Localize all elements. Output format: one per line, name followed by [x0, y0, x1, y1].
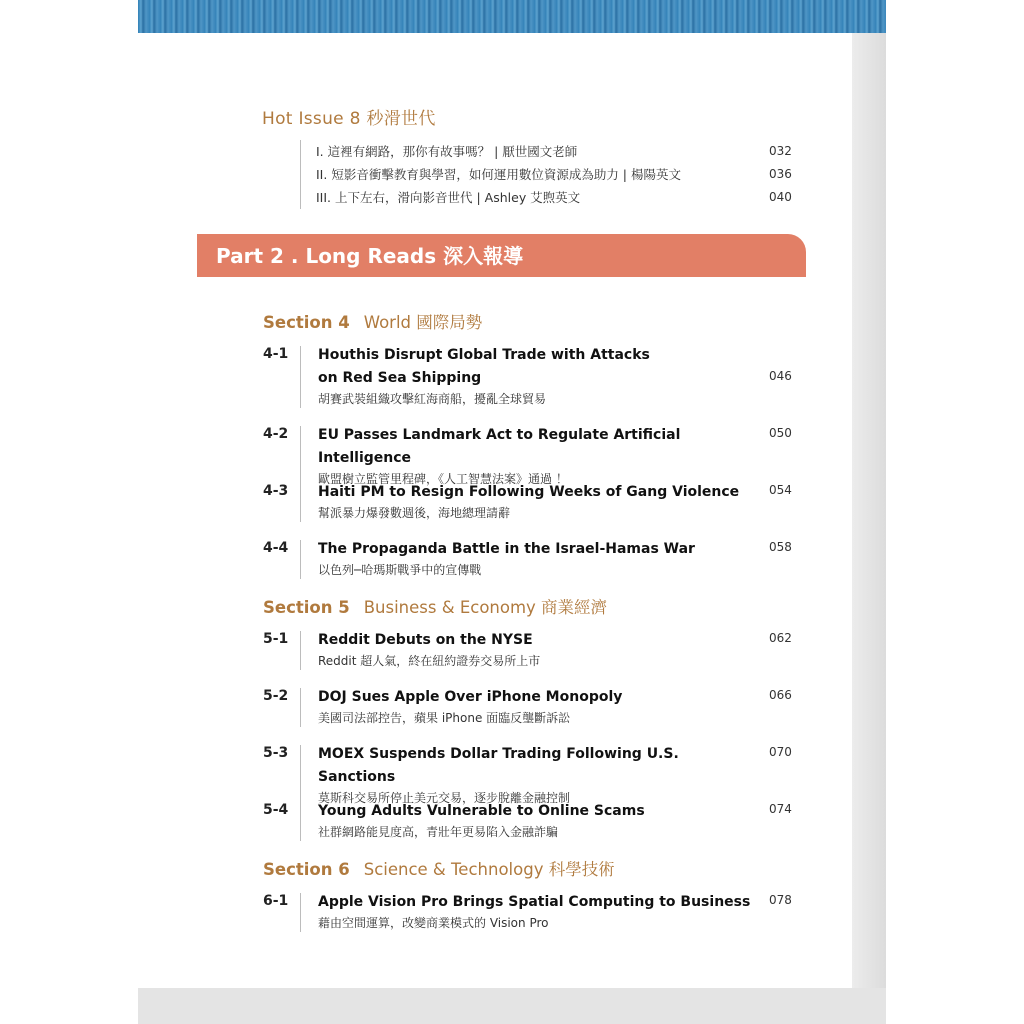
page-number: 058 — [769, 540, 792, 554]
section-name: World 國際局勢 — [363, 313, 483, 332]
entry-title-zh: Reddit 超人氣，終在紐約證券交易所上市 — [318, 654, 541, 668]
page-number: 036 — [769, 167, 792, 181]
entry-title-zh: 以色列─哈瑪斯戰爭中的宣傳戰 — [318, 563, 482, 577]
entry-body — [300, 745, 758, 807]
entry-title-en: MOEX Suspends Dollar Trading Following U.S. Sanctions — [318, 746, 679, 785]
page-number: 046 — [769, 369, 792, 383]
entry-title-en: The Propaganda Battle in the Israel-Hamas War — [318, 541, 695, 557]
entry-number: 4-2 — [263, 426, 289, 442]
entry-title-en — [318, 344, 758, 390]
page-number: 062 — [769, 631, 792, 645]
hot-issue-item[interactable] — [316, 140, 816, 163]
entry-title-zh: 胡賽武裝組織攻擊紅海商船，擾亂全球貿易 — [318, 392, 547, 406]
section-label: Section 4 — [263, 313, 350, 332]
entry-title-zh: 美國司法部控告，蘋果 iPhone 面臨反壟斷訴訟 — [318, 711, 571, 725]
entry-title-en: EU Passes Landmark Act to Regulate Artificial Intelligence — [318, 427, 681, 466]
entry-title-zh: 藉由空間運算，改變商業模式的 Vision Pro — [318, 916, 549, 930]
hot-issue-item[interactable] — [316, 186, 816, 209]
hot-issue-item-text: III. 上下左右，滑向影音世代 | Ashley 艾煦英文 — [316, 190, 581, 205]
section-name: Business & Economy 商業經濟 — [363, 598, 608, 617]
page-bottom-edge — [138, 988, 886, 1024]
entry-number: 6-1 — [263, 893, 289, 909]
page-number: 070 — [769, 745, 792, 759]
page-number: 066 — [769, 688, 792, 702]
hot-issue-item-text: I. 這裡有網路，那你有故事嗎？ | 厭世國文老師 — [316, 144, 578, 159]
entry-number: 4-1 — [263, 346, 289, 362]
section-title — [263, 594, 607, 618]
entry-title-line1: Houthis Disrupt Global Trade with Attacks — [318, 347, 650, 363]
entry-body — [300, 631, 758, 670]
entry-title-zh: 社群網路能見度高，青壯年更易陷入金融詐騙 — [318, 825, 559, 839]
entry-number: 5-3 — [263, 745, 289, 761]
entry-number: 5-2 — [263, 688, 289, 704]
page-right-edge — [852, 33, 886, 1024]
page-number: 054 — [769, 483, 792, 497]
page-number: 074 — [769, 802, 792, 816]
entry-title-line2: on Red Sea Shipping — [318, 370, 482, 386]
hot-issue-item[interactable] — [316, 163, 816, 186]
part-banner: Part 2 . Long Reads 深入報導 — [197, 234, 806, 277]
hot-issue-list — [300, 140, 816, 209]
page-number: 040 — [769, 190, 792, 204]
entry-body — [300, 893, 758, 932]
entry-title-zh: 幫派暴力爆發數週後，海地總理請辭 — [318, 506, 511, 520]
page-number: 050 — [769, 426, 792, 440]
entry-body — [300, 540, 758, 579]
entry-title-en: Young Adults Vulnerable to Online Scams — [318, 803, 645, 819]
hot-issue-title: Hot Issue 8 秒滑世代 — [262, 109, 436, 129]
entry-title-zh: 莫斯科交易所停止美元交易，逐步脫離金融控制 — [318, 791, 571, 805]
section-title — [263, 309, 482, 333]
entry-title-en: DOJ Sues Apple Over iPhone Monopoly — [318, 689, 623, 705]
page-number: 032 — [769, 144, 792, 158]
hot-issue-item-text: II. 短影音衝擊教育與學習，如何運用數位資源成為助力 | 楊陽英文 — [316, 167, 681, 182]
entry-body — [300, 346, 758, 408]
entry-number: 5-1 — [263, 631, 289, 647]
entry-title-zh: 歐盟樹立監管里程碑，《人工智慧法案》通過 ！ — [318, 472, 568, 486]
entry-body — [300, 426, 758, 488]
page-number: 078 — [769, 893, 792, 907]
top-decorative-band — [138, 0, 886, 33]
section-label: Section 6 — [263, 860, 350, 879]
entry-number: 5-4 — [263, 802, 289, 818]
entry-number: 4-3 — [263, 483, 289, 499]
entry-title-en: Haiti PM to Resign Following Weeks of Gang Violence — [318, 484, 740, 500]
entry-body — [300, 688, 758, 727]
entry-title-en: Reddit Debuts on the NYSE — [318, 632, 533, 648]
entry-number: 4-4 — [263, 540, 289, 556]
section-name: Science & Technology 科學技術 — [363, 860, 615, 879]
entry-title-en: Apple Vision Pro Brings Spatial Computing to Business — [318, 894, 751, 910]
entry-body — [300, 483, 758, 522]
section-label: Section 5 — [263, 598, 350, 617]
entry-body — [300, 802, 758, 841]
section-title — [263, 856, 615, 880]
